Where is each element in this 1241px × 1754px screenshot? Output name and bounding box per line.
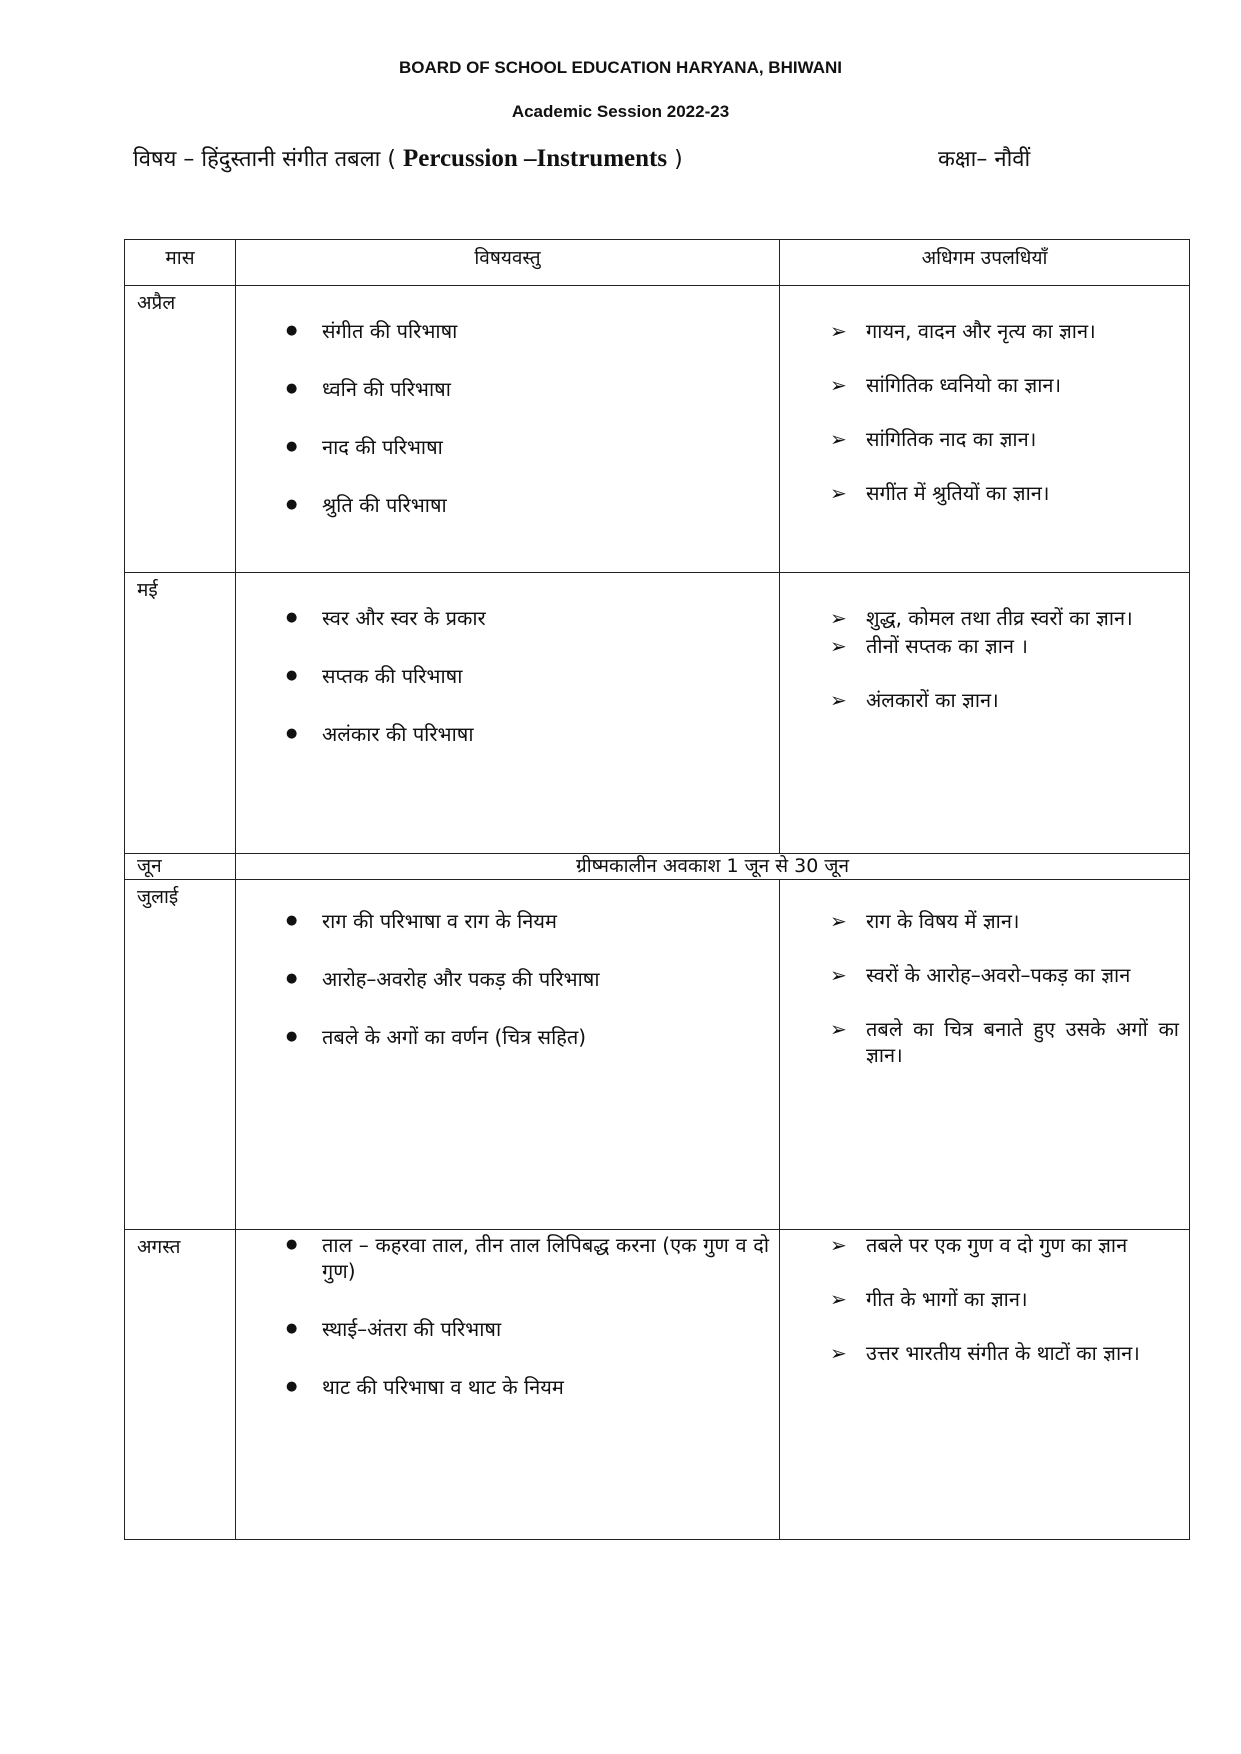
topic-item: ● ध्वनि की परिभाषा <box>286 376 769 402</box>
topic-item: ● सप्तक की परिभाषा <box>286 663 769 689</box>
outcomes-cell <box>780 573 1190 854</box>
month-cell: जून <box>125 854 236 880</box>
table-header-row <box>125 240 1190 286</box>
topics-cell <box>236 1230 780 1540</box>
header-outcomes: अधिगम उपलधियाँ <box>780 240 1190 286</box>
topic-item: ● तबले के अगों का वर्णन (चित्र सहित) <box>286 1024 769 1050</box>
topic-item: ● स्वर और स्वर के प्रकार <box>286 605 769 631</box>
academic-session: Academic Session 2022-23 <box>511 102 730 121</box>
topics-cell <box>236 286 780 573</box>
subject-hindi: विषय – हिंदुस्तानी संगीत तबला <box>133 147 381 172</box>
month-cell: मई <box>125 573 236 854</box>
subject-english: Percussion –Instruments <box>402 145 668 172</box>
table-row-august <box>125 1230 1190 1540</box>
outcome-item: ➢ तीनों सप्तक का ज्ञान । <box>830 633 1179 659</box>
topic-item: ● आरोह–अवरोह और पकड़ की परिभाषा <box>286 966 769 992</box>
board-title: BOARD OF SCHOOL EDUCATION HARYANA, BHIWANI <box>399 58 842 77</box>
topics-cell <box>236 880 780 1230</box>
outcome-item: ➢ अंलकारों का ज्ञान। <box>830 687 1179 713</box>
topic-item: ● राग की परिभाषा व राग के नियम <box>286 908 769 934</box>
outcomes-cell <box>780 286 1190 573</box>
holiday-cell: ग्रीष्मकालीन अवकाश 1 जून से 30 जून <box>236 854 1190 880</box>
outcome-item: ➢ तबले का चित्र बनाते हुए उसके अगों का ज्ञान। <box>830 1016 1179 1068</box>
header-content: विषयवस्तु <box>236 240 780 286</box>
outcome-item: ➢ उत्तर भारतीय संगीत के थाटों का ज्ञान। <box>830 1340 1179 1366</box>
outcome-item: ➢ शुद्ध, कोमल तथा तीव्र स्वरों का ज्ञान। <box>830 605 1179 631</box>
topic-item: ● अलंकार की परिभाषा <box>286 721 769 747</box>
outcome-item: ➢ तबले पर एक गुण व दो गुण का ज्ञान <box>830 1232 1179 1258</box>
header-month: मास <box>125 240 236 286</box>
topic-item: ● स्थाई–अंतरा की परिभाषा <box>286 1316 769 1342</box>
table-row-april <box>125 286 1190 573</box>
topic-item: ● नाद की परिभाषा <box>286 434 769 460</box>
topic-item: ● थाट की परिभाषा व थाट के नियम <box>286 1374 769 1400</box>
topic-item: ● श्रुति की परिभाषा <box>286 492 769 518</box>
outcome-item: ➢ सांगितिक ध्वनियो का ज्ञान। <box>830 372 1179 398</box>
topic-item: ● संगीत की परिभाषा <box>286 318 769 344</box>
month-cell: अगस्त <box>125 1230 236 1540</box>
table-row-may <box>125 573 1190 854</box>
subject-paren-open: ( <box>387 147 396 172</box>
outcome-item: ➢ सगींत में श्रुतियों का ज्ञान। <box>830 480 1179 506</box>
topic-item: ● ताल – कहरवा ताल, तीन ताल लिपिबद्ध करना (एक गुण व दो गुण) <box>286 1232 769 1284</box>
subject-line <box>133 143 683 173</box>
topics-cell <box>236 573 780 854</box>
subject-paren-close: ) <box>674 147 683 172</box>
outcome-item: ➢ राग के विषय में ज्ञान। <box>830 908 1179 934</box>
outcome-item: ➢ गीत के भागों का ज्ञान। <box>830 1286 1179 1312</box>
outcome-item: ➢ स्वरों के आरोह–अवरो–पकड़ का ज्ञान <box>830 962 1179 988</box>
outcome-item: ➢ सांगितिक नाद का ज्ञान। <box>830 426 1179 452</box>
class-label: कक्षा– नौवीं <box>938 147 1031 172</box>
outcomes-cell <box>780 1230 1190 1540</box>
outcomes-cell <box>780 880 1190 1230</box>
table-row-june <box>125 854 1190 880</box>
outcome-item: ➢ गायन, वादन और नृत्य का ज्ञान। <box>830 318 1179 344</box>
syllabus-table <box>124 239 1190 1540</box>
month-cell: जुलाई <box>125 880 236 1230</box>
month-cell: अप्रैल <box>125 286 236 573</box>
table-row-july <box>125 880 1190 1230</box>
